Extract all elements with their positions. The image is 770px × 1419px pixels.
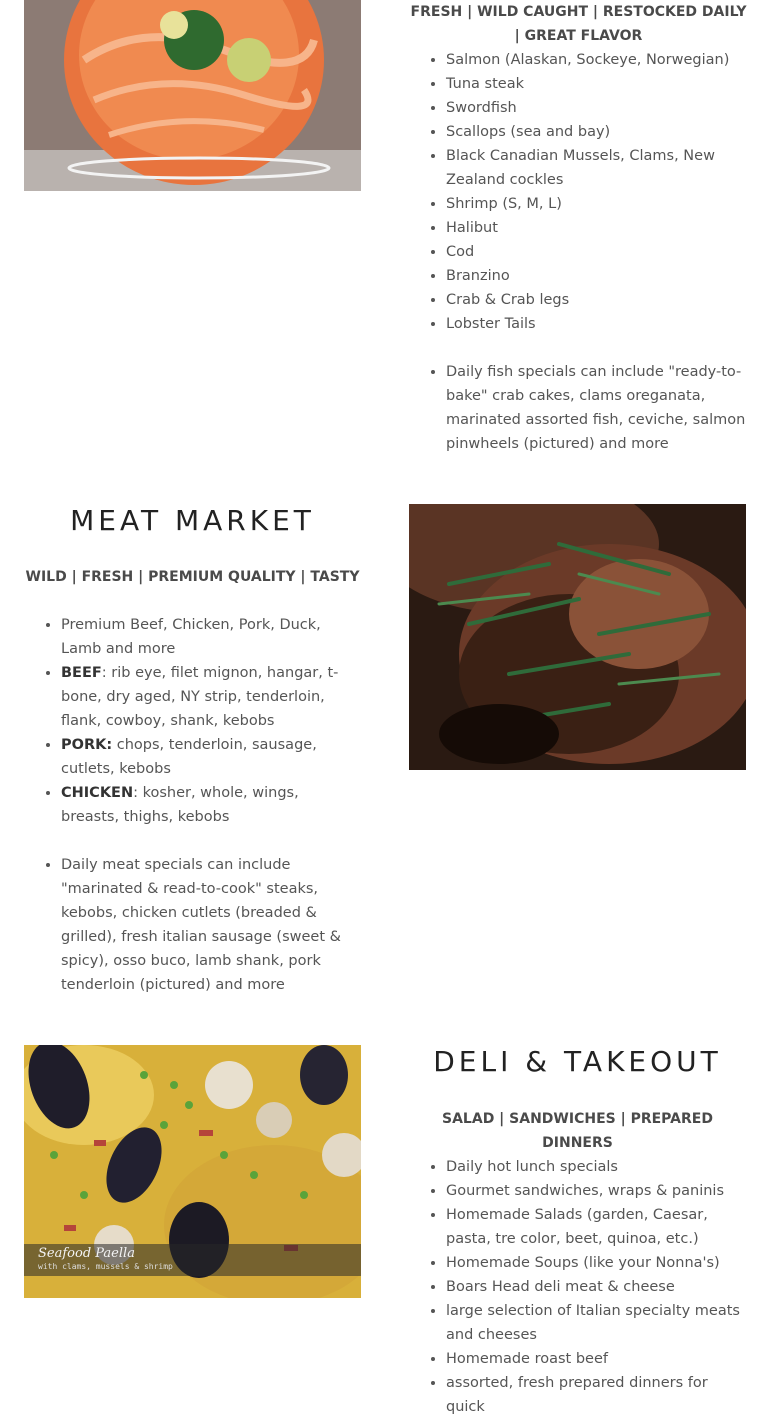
list-item: • Boars Head deli meat & cheese: [446, 1275, 746, 1299]
list-item: • Cod: [446, 240, 746, 264]
photo-subcaption: with clams, mussels & shrimp: [38, 1262, 173, 1271]
list-item: • Homemade roast beef: [446, 1347, 746, 1371]
deli-list: [424, 1155, 746, 1419]
pork-tenderloin-photo: [409, 504, 746, 770]
list-item: • assorted, fresh prepared dinners for quick: [446, 1371, 746, 1419]
list-item: [61, 781, 346, 829]
list-item: • Halibut: [446, 216, 746, 240]
chicken-label: CHICKEN: [61, 785, 134, 801]
pork-text: chops, tenderloin, sausage, cutlets, kebobs: [61, 737, 317, 777]
salmon-pinwheel-photo: [24, 0, 361, 191]
meat-tagline: WILD | FRESH | PREMIUM QUALITY | TASTY: [25, 569, 360, 585]
list-item: • Lobster Tails: [446, 312, 746, 336]
list-spacer: [446, 336, 746, 360]
list-item: • Gourmet sandwiches, wraps & paninis: [446, 1179, 746, 1203]
list-item: • Homemade Salads (garden, Caesar, pasta, tre color, beet, quinoa, etc.): [446, 1203, 746, 1251]
list-item: • large selection of Italian specialty meats and cheeses: [446, 1299, 746, 1347]
list-item: • Shrimp (S, M, L): [446, 192, 746, 216]
list-item: [61, 733, 346, 781]
meat-market-title: MEAT MARKET: [70, 504, 315, 537]
seafood-list: [424, 48, 746, 456]
list-item: • Black Canadian Mussels, Clams, New Zealand cockles: [446, 144, 746, 192]
list-item: • Crab & Crab legs: [446, 288, 746, 312]
list-item: • Homemade Soups (like your Nonna's): [446, 1251, 746, 1275]
chicken-text: : kosher, whole, wings, breasts, thighs, kebobs: [61, 785, 299, 825]
deli-takeout-title: DELI & TAKEOUT: [433, 1045, 722, 1078]
list-item: • Premium Beef, Chicken, Pork, Duck, Lamb and more: [61, 613, 346, 661]
pork-label: PORK:: [61, 737, 113, 753]
seafood-tagline: FRESH | WILD CAUGHT | RESTOCKED DAILY | GREAT FLAVOR: [410, 4, 747, 44]
beef-text: : rib eye, filet mignon, hangar, t-bone, dry aged, NY strip, tenderloin, flank, cowboy, shank, kebobs: [61, 665, 339, 729]
list-item: • Daily hot lunch specials: [446, 1155, 746, 1179]
list-item: • Swordfish: [446, 96, 746, 120]
list-item: • Tuna steak: [446, 72, 746, 96]
list-item-specials: • Daily fish specials can include "ready-to-bake" crab cakes, clams oreganata, marinated assorted fish, ceviche, salmon pinwheels (pictured) and more: [446, 360, 746, 456]
seafood-paella-photo: [24, 1045, 361, 1298]
beef-label: BEEF: [61, 665, 102, 681]
list-item: • Branzino: [446, 264, 746, 288]
deli-tagline: SALAD | SANDWICHES | PREPARED DINNERS: [442, 1111, 713, 1151]
list-item: • Scallops (sea and bay): [446, 120, 746, 144]
photo-caption: Seafood Paella: [38, 1246, 135, 1261]
meat-list: [39, 613, 346, 997]
photo-caption-bar: [24, 1244, 361, 1276]
list-spacer: [61, 829, 346, 853]
list-item: [61, 661, 346, 733]
list-item: • Salmon (Alaskan, Sockeye, Norwegian): [446, 48, 746, 72]
list-item-specials: • Daily meat specials can include "marinated & read-to-cook" steaks, kebobs, chicken cutlets (breaded & grilled), fresh italian sausage (sweet & spicy), osso buco, lamb shank, pork tenderloin (pictured) and more: [61, 853, 346, 997]
